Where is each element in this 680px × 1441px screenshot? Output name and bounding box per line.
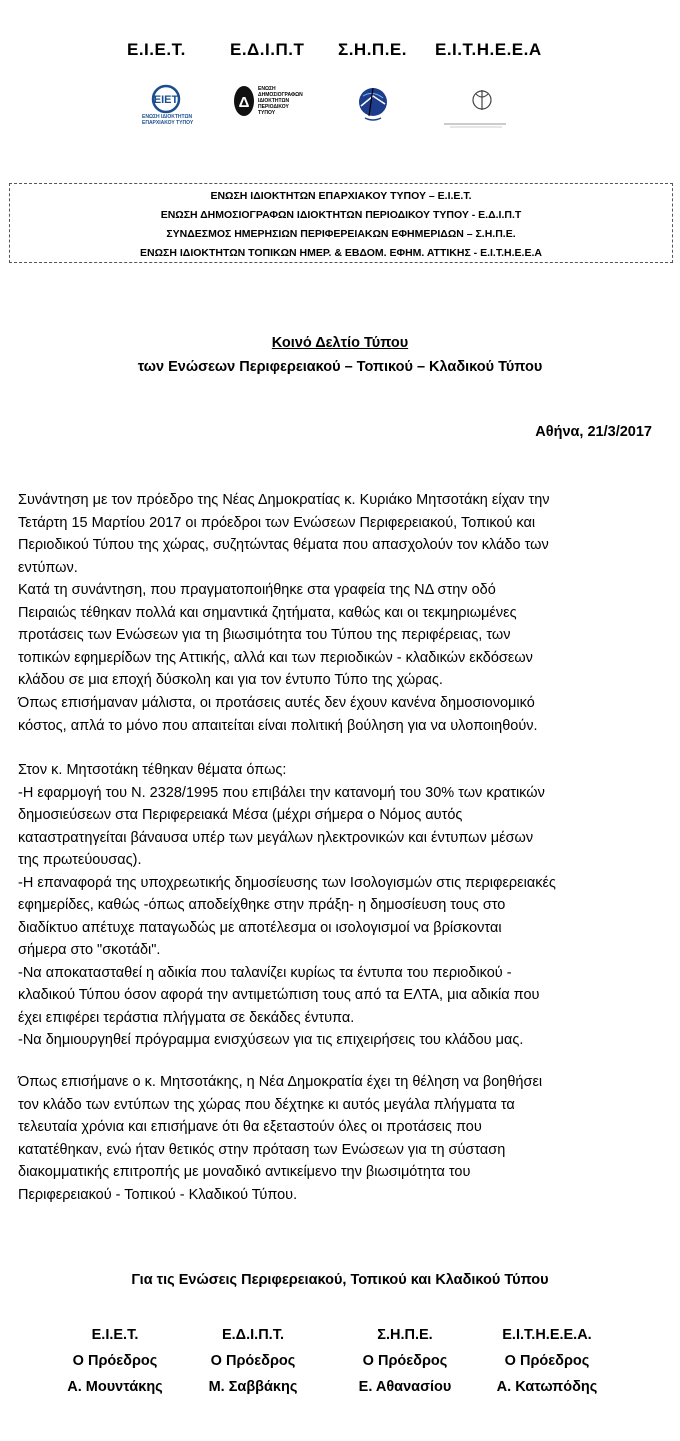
signature-org: Ε.Ι.Τ.Η.Ε.Ε.Α.	[502, 1327, 592, 1343]
body-paragraph-2: Κατά τη συνάντηση, που πραγματοποιήθηκε στα γραφεία της ΝΔ στην οδό Πειραιώς τέθηκαν πολλά και σημαντικά ζητήματα, καθώς και οι τεκμηριωμένες προτάσεις των Ενώσεων για τη βιωσιμότητα του Τύπου της περιφέρειας, των τοπικών εφημερίδων της Αττικής, αλλά και των περιοδικών - κλαδικών εκδόσεων κλάδου σε μια εποχή δύσκολη και για τον έντυπο Τύπο της χώρας.	[18, 582, 533, 688]
signature-name: Α. Μουντάκης	[67, 1379, 163, 1395]
signature-block-shpe	[330, 1322, 480, 1400]
signature-role: Ο Πρόεδρος	[504, 1353, 590, 1369]
signature-org: Ε.Δ.Ι.Π.Τ.	[221, 1327, 284, 1343]
release-date: Αθήνα, 21/3/2017	[535, 424, 652, 440]
press-release-subtitle: των Ενώσεων Περιφερειακού – Τοπικού – Κλαδικού Τύπου	[137, 359, 543, 375]
edipt-logo-caption: ΕΝΩΣΗ ΔΗΜΟΣΙΟΓΡΑΦΩΝ ΙΔΙΟΚΤΗΤΩΝ ΠΕΡΙΟΔΙΚΟΥ ΤΥΠΟΥ	[258, 86, 303, 116]
signature-role: Ο Πρόεδρος	[72, 1353, 158, 1369]
eiet-logo-caption: ΕΝΩΣΗ ΙΔΙΟΚΤΗΤΩΝ ΕΠΑΡΧΙΑΚΟΥ ΤΥΠΟΥ	[142, 114, 194, 126]
body-paragraph-3: Όπως επισήμαναν μάλιστα, οι προτάσεις αυτές δεν έχουν κανένα δημοσιονομικό κόστος, απλά το μόνο που απαιτείται είναι πολιτική βούληση για να υλοποιηθούν.	[18, 695, 538, 734]
header-line-edipt: ΕΝΩΣΗ ΔΗΜΟΣΙΟΓΡΑΦΩΝ ΙΔΙΟΚΤΗΤΩΝ ΠΕΡΙΟΔΙΚΟΥ ΤΥΠΟΥ - Ε.Δ.Ι.Π.Τ	[160, 209, 522, 221]
signature-name: Μ. Σαββάκης	[208, 1379, 298, 1395]
abbr-eitheea: Ε.Ι.Τ.Η.Ε.Ε.Α	[435, 40, 542, 59]
shpe-logo	[355, 82, 391, 131]
abbr-edipt: Ε.Δ.Ι.Π.Τ	[230, 40, 305, 59]
signature-block-eiet	[40, 1322, 190, 1400]
eiet-logo-letters: ΕΙΕΤ	[153, 94, 179, 106]
press-release-title: Κοινό Δελτίο Τύπου	[271, 335, 409, 351]
body-paragraph-5: Όπως επισήμανε ο κ. Μητσοτάκης, η Νέα Δημοκρατία έχει τη θέληση να βοηθήσει τον κλάδο των εντύπων της χώρας που δέχτηκε κι αυτός μεγάλα πλήγματα τα τελευταία χρόνια και επισήμανε ότι θα εξεταστούν όλες οι προτάσεις που κατατέθηκαν, ενώ ήταν θετικός στην πρόταση των Ενώσεων για τη σύσταση διακομματικής επιτροπής με μοναδικό αντικείμενο την βιωσιμότητα του Περιφερειακού - Τοπικού - Κλαδικού Τύπου.	[18, 1074, 543, 1203]
header-line-shpe: ΣΥΝΔΕΣΜΟΣ ΗΜΕΡΗΣΙΩΝ ΠΕΡΙΦΕΡΕΙΑΚΩΝ ΕΦΗΜΕΡΙΔΩΝ – Σ.Η.Π.Ε.	[166, 228, 516, 240]
header-line-eitheea: ΕΝΩΣΗ ΙΔΙΟΚΤΗΤΩΝ ΤΟΠΙΚΩΝ ΗΜΕΡ. & ΕΒΔΟΜ. ΕΦΗΜ. ΑΤΤΙΚΗΣ - Ε.Ι.Τ.Η.Ε.Ε.Α	[140, 247, 542, 259]
eitheea-logo	[440, 84, 512, 135]
signature-org: Ε.Ι.Ε.Τ.	[91, 1327, 139, 1343]
signature-name: Α. Κατωπόδης	[496, 1379, 598, 1395]
signature-org: Σ.Η.Π.Ε.	[377, 1327, 433, 1343]
org-abbreviations-row	[0, 40, 680, 66]
body-paragraph-issues: Στον κ. Μητσοτάκη τέθηκαν θέματα όπως: -Η εφαρμογή του Ν. 2328/1995 που επιβάλει την κατανομή του 30% των κρατικών δημοσιεύσεων στα Περιφερειακά Μέσα (μέχρι σήμερα ο Νόμος αυτός καταστρατηγείται βάναυσα υπέρ των μεγάλων ηλεκτρονικών και έντυπων μέσων της πρωτεύουσας). -Η επαναφορά της υποχρεωτικής δημοσίευσης των Ισολογισμών στις περιφερειακές εφημερίδες, καθώς -όπως αποδείχθηκε στην πράξη- η δημοσίευση τους στο διαδίκτυο απέτυχε παταγωδώς με αποτέλεσμα οι ισολογισμοί να βρίσκονται σήμερα στο "σκοτάδι". -Να αποκατασταθεί η αδικία που ταλανίζει κυρίως τα έντυπα του περιοδικού - κλαδικού Τύπου όσον αφορά την αντιμετώπιση τους από τα ΕΛΤΑ, μια αδικία που έχει επιφέρει τεράστια πλήγματα σε δεκάδες έντυπα. -Να δημιουργηθεί πρόγραμμα ενισχύσεων για τις επιχειρήσεις του κλάδου μας.	[18, 762, 556, 1048]
shpe-globe-icon	[355, 82, 391, 126]
edipt-logo-mark	[232, 84, 256, 118]
abbr-eiet: Ε.Ι.Ε.Τ.	[127, 40, 186, 59]
eiet-logo-mark	[146, 84, 186, 114]
signature-heading: Για τις Ενώσεις Περιφερειακού, Τοπικού και Κλαδικού Τύπου	[131, 1272, 549, 1288]
signature-name: Ε. Αθανασίου	[358, 1379, 452, 1395]
eiet-logo	[142, 84, 202, 126]
body-paragraph-1: Συνάντηση με τον πρόεδρο της Νέας Δημοκρατίας κ. Κυριάκο Μητσοτάκη είχαν την Τετάρτη 15 Μαρτίου 2017 οι πρόεδροι των Ενώσεων Περιφερειακού, Τοπικού και Περιοδικού Τύπου της χώρας, συζητώντας θέματα που απασχολούν τον κλάδο των εντύπων.	[18, 492, 550, 576]
signature-block-eitheea	[472, 1322, 622, 1400]
header-line-eiet: ΕΝΩΣΗ ΙΔΙΟΚΤΗΤΩΝ ΕΠΑΡΧΙΑΚΟΥ ΤΥΠΟΥ – Ε.Ι.Ε.Τ.	[210, 190, 472, 202]
edipt-logo-letter: Δ	[238, 94, 250, 111]
associations-header-box	[9, 183, 673, 263]
signature-role: Ο Πρόεδρος	[362, 1353, 448, 1369]
eitheea-logo-mark	[440, 84, 512, 130]
abbr-shpe: Σ.Η.Π.Ε.	[338, 40, 407, 59]
signature-role: Ο Πρόεδρος	[210, 1353, 296, 1369]
signature-block-edipt	[178, 1322, 328, 1400]
